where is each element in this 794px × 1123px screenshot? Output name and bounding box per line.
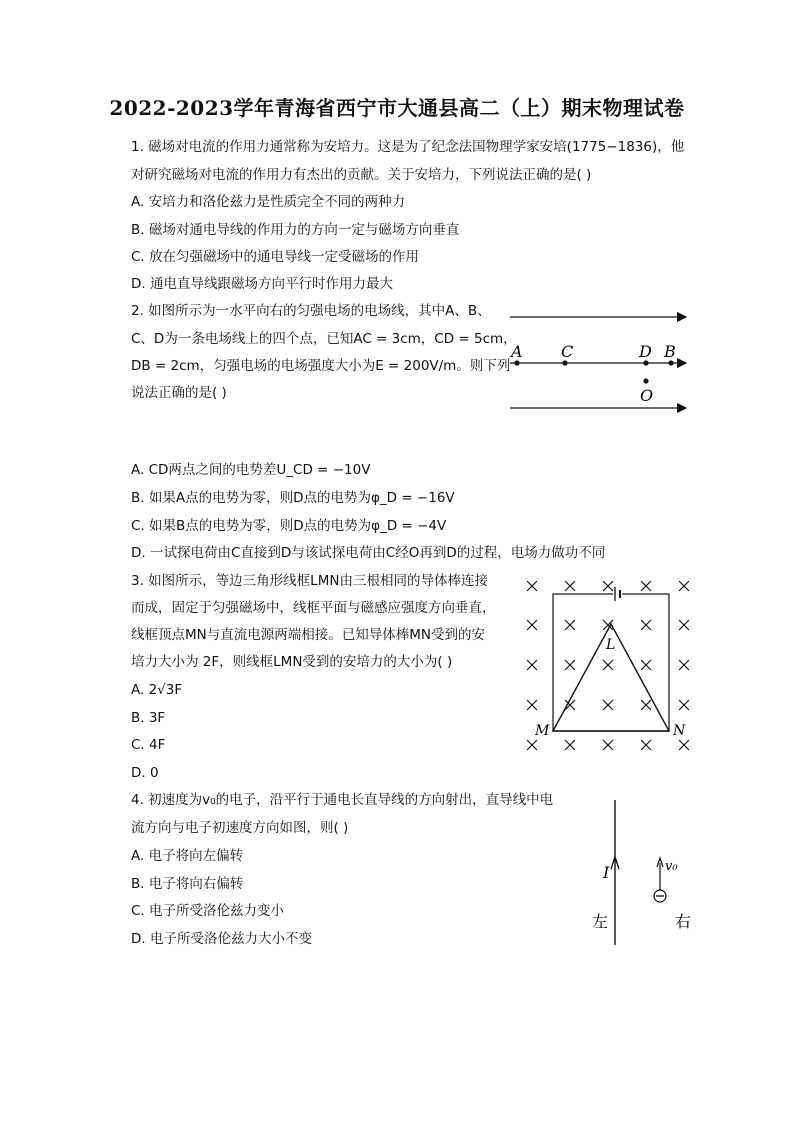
field-x-mark [603,660,613,670]
q2-stem-line-4: 说法正确的是( ) [131,385,227,401]
field-x-mark [565,660,575,670]
q4-stem-line-1: 4. 初速度为v₀的电子，沿平行于通电长直导线的方向射出，直导线中电 [131,792,554,808]
label-n: N [673,723,686,739]
q3-option-d: D. 0 [131,765,159,781]
q4-stem-line-2: 流方向与电子初速度方向如图，则( ) [131,820,349,836]
point-b [668,360,673,365]
q1-option-d: D. 通电直导线跟磁场方向平行时作用力最大 [131,276,393,292]
point-d [643,360,648,365]
field-x-mark [565,740,575,750]
field-x-mark [527,581,537,591]
q1-stem-line-2: 对研究磁场对电流的作用力有杰出的贡献。关于安培力，下列说法正确的是( ) [131,167,592,183]
q2-option-c: C. 如果B点的电势为零，则D点的电势为φ_D = −4V [131,518,447,534]
label-m: M [535,723,550,739]
field-x-mark [641,700,651,710]
point-o [643,378,648,383]
q2-stem-line-1: 2. 如图所示为一水平向右的匀强电场的电场线，其中A、B、 [131,303,491,319]
q3-stem-line-1: 3. 如图所示，等边三角形线框LMN由三根相同的导体棒连接 [131,573,488,589]
q4-option-a: A. 电子将向左偏转 [131,848,244,864]
point-c [562,360,567,365]
field-x-mark [527,660,537,670]
field-x-mark [603,740,613,750]
label-o: O [640,386,654,405]
label-current: I [603,863,610,882]
label-a: A [511,342,523,361]
magnetic-field-triangle-figure [518,572,698,757]
wire-electron-figure [585,795,705,950]
q3-option-c: C. 4F [131,737,166,753]
field-x-mark [641,620,651,630]
q3-option-a: A. 2√3F [131,682,183,698]
electric-field-figure [500,300,700,425]
field-x-mark [527,620,537,630]
q2-stem-line-3: DB = 2cm，匀强电场的电场强度大小为E = 200V/m。则下列 [131,358,511,374]
label-l: L [606,637,616,653]
q3-stem-line-4: 培力大小为 2F，则线框LMN受到的安培力的大小为( ) [131,654,453,670]
q1-option-c: C. 放在匀强磁场中的通电导线一定受磁场的作用 [131,249,420,265]
field-x-mark [565,581,575,591]
point-a [514,360,519,365]
q2-stem-line-2: C、D为一条电场线上的四个点，已知AC = 3cm，CD = 5cm， [131,331,517,347]
q4-option-d: D. 电子所受洛伦兹力大小不变 [131,931,312,947]
q3-stem-line-2: 而成，固定于匀强磁场中，线框平面与磁感应强度方向垂直， [131,600,496,616]
label-b: B [664,342,676,361]
exam-title: 2022-2023学年青海省西宁市大通县高二（上）期末物理试卷 [109,96,685,120]
field-x-mark [641,660,651,670]
q1-stem-line-1: 1. 磁场对电流的作用力通常称为安培力。这是为了纪念法国物理学家安培(1775−1836)，他 [131,139,685,155]
q3-option-b: B. 3F [131,710,166,726]
field-x-mark [527,740,537,750]
field-x-mark [679,660,689,670]
label-right: 右 [675,912,692,931]
q1-option-a: A. 安培力和洛伦兹力是性质完全不同的两种力 [131,194,406,210]
label-c: C [561,342,574,361]
label-left: 左 [592,912,609,931]
magnetic-field-x-marks [527,581,689,750]
label-d: D [639,342,652,361]
field-x-mark [679,700,689,710]
field-x-mark [641,581,651,591]
q2-option-d: D. 一试探电荷由C直接到D与该试探电荷由C经O再到D的过程，电场力做功不同 [131,545,606,561]
q1-option-b: B. 磁场对通电导线的作用力的方向一定与磁场方向垂直 [131,222,460,238]
field-x-mark [603,700,613,710]
field-x-mark [679,581,689,591]
q4-option-b: B. 电子将向右偏转 [131,876,244,892]
q2-option-b: B. 如果A点的电势为零，则D点的电势为φ_D = −16V [131,490,455,506]
q4-option-c: C. 电子所受洛伦兹力变小 [131,903,285,919]
field-x-mark [603,581,613,591]
field-x-mark [565,620,575,630]
q3-stem-line-3: 线框顶点MN与直流电源两端相接。已知导体棒MN受到的安 [131,627,485,643]
field-x-mark [527,700,537,710]
field-x-mark [679,740,689,750]
field-x-mark [679,620,689,630]
label-velocity: v₀ [665,859,678,874]
q2-option-a: A. CD两点之间的电势差U_CD = −10V [131,462,371,478]
field-x-mark [641,740,651,750]
